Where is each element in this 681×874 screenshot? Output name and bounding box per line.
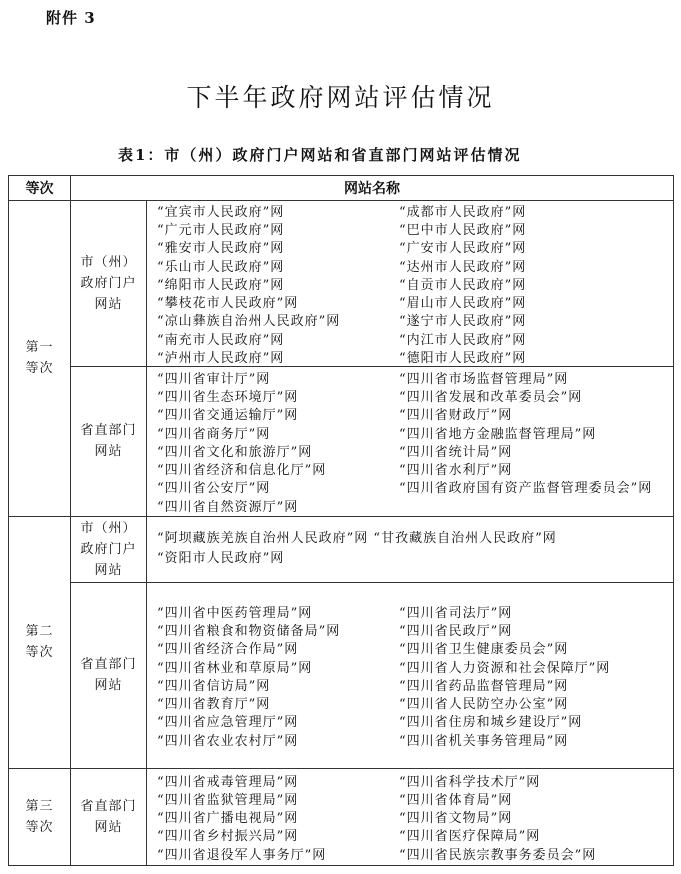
tier-cell [9, 201, 71, 517]
site-name: “南充市人民政府”网 [157, 332, 285, 348]
annex-label: 附件 3 [46, 9, 96, 27]
site-name: “四川省粮食和物资储备局”网 [157, 623, 341, 639]
site-name: “四川省监狱管理局”网 [157, 792, 299, 808]
tier-cell [9, 768, 71, 865]
site-name: “四川省民政厅”网 [399, 623, 513, 639]
site-names-cell [147, 768, 674, 865]
site-name: “四川省信访局”网 [157, 678, 271, 694]
site-name: “遂宁市人民政府”网 [399, 314, 527, 330]
site-name: “四川省科学技术厅”网 [399, 774, 541, 790]
category-cell [71, 201, 147, 367]
site-names-cell [147, 582, 674, 768]
site-name-grid [157, 201, 673, 366]
site-name: “攀枝花市人民政府”网 [157, 296, 299, 312]
site-name-line: “阿坝藏族羌族自治州人民政府”网 “甘孜藏族自治州人民政府”网 [157, 531, 557, 547]
site-name: “四川省广播电视局”网 [157, 811, 299, 827]
document-title: 下半年政府网站评估情况 [186, 83, 495, 112]
site-name: “眉山市人民政府”网 [399, 296, 527, 312]
site-name: “四川省自然资源厅”网 [157, 499, 299, 515]
table-row [9, 768, 674, 865]
category-label: 省直部门网站 [80, 798, 137, 835]
site-names-cell [147, 201, 674, 367]
site-name: “内江市人民政府”网 [399, 332, 527, 348]
site-names-cell [147, 516, 674, 582]
site-name: “四川省卫生健康委员会”网 [399, 642, 569, 658]
site-name: “四川省教育厅”网 [157, 697, 271, 713]
site-name: “四川省政府国有资产监督管理委员会”网 [399, 481, 653, 497]
site-name: “四川省统计局”网 [399, 444, 513, 460]
site-name: “四川省应急管理厅”网 [157, 715, 299, 731]
site-name: “四川省民族宗教事务委员会”网 [399, 847, 597, 863]
site-name: “四川省经济合作局”网 [157, 642, 299, 658]
site-name: “德阳市人民政府”网 [399, 351, 527, 367]
site-name: “乐山市人民政府”网 [157, 259, 285, 275]
tier-cell [9, 516, 71, 768]
site-name: “泸州市人民政府”网 [157, 351, 285, 367]
site-name: “绵阳市人民政府”网 [157, 277, 285, 293]
site-name: “巴中市人民政府”网 [399, 222, 527, 238]
site-name: “四川省乡村振兴局”网 [157, 829, 299, 845]
table-row [9, 516, 674, 582]
site-name-line: “资阳市人民政府”网 [157, 551, 285, 567]
table-row [9, 582, 674, 768]
category-label: 市（州）政府门户网站 [80, 520, 137, 578]
category-cell [71, 366, 147, 516]
site-name: “达州市人民政府”网 [399, 259, 527, 275]
site-name: “四川省公安厅”网 [157, 481, 271, 497]
site-name: “四川省水利厅”网 [399, 463, 513, 479]
category-label: 市（州）政府门户网站 [80, 254, 137, 312]
site-names-cell [147, 366, 674, 516]
site-name-grid [157, 368, 673, 514]
site-name: “广元市人民政府”网 [157, 222, 285, 238]
site-name: “四川省司法厅”网 [399, 605, 513, 621]
site-name: “四川省机关事务管理局”网 [399, 733, 569, 749]
site-name-grid [157, 771, 673, 862]
tier-label: 第三等次 [25, 798, 54, 835]
table-header-row [9, 176, 674, 201]
site-name: “广安市人民政府”网 [399, 241, 527, 257]
site-name: “四川省文物局”网 [399, 811, 513, 827]
site-name: “四川省戒毒管理局”网 [157, 774, 299, 790]
table-row [9, 366, 674, 516]
evaluation-table [8, 175, 674, 866]
site-name: “四川省交通运输厅”网 [157, 408, 299, 424]
site-name: “四川省中医药管理局”网 [157, 605, 313, 621]
site-name: “四川省生态环境厅”网 [157, 389, 299, 405]
site-name: “四川省发展和改革委员会”网 [399, 389, 583, 405]
site-name: “四川省市场监督管理局”网 [399, 371, 569, 387]
site-name-grid [157, 602, 673, 748]
header-site-name: 网站名称 [71, 176, 674, 201]
site-name: “四川省财政厅”网 [399, 408, 513, 424]
site-name: “自贡市人民政府”网 [399, 277, 527, 293]
table-row [9, 201, 674, 367]
site-name: “雅安市人民政府”网 [157, 241, 285, 257]
site-name: “四川省人力资源和社会保障厅”网 [399, 660, 611, 676]
site-name: “四川省文化和旅游厅”网 [157, 444, 313, 460]
category-cell [71, 582, 147, 768]
category-cell [71, 768, 147, 865]
site-name: “四川省医疗保障局”网 [399, 829, 541, 845]
category-label: 省直部门网站 [80, 423, 137, 460]
site-name: “四川省商务厅”网 [157, 426, 271, 442]
tier-label: 第二等次 [25, 624, 54, 661]
site-name: “四川省药品监督管理局”网 [399, 678, 569, 694]
site-name: “四川省人民防空办公室”网 [399, 697, 569, 713]
site-name: “宜宾市人民政府”网 [157, 204, 285, 220]
tier-label: 第一等次 [25, 340, 54, 377]
table-caption: 表1：市（州）政府门户网站和省直部门网站评估情况 [118, 146, 522, 164]
category-cell [71, 516, 147, 582]
site-name: “四川省地方金融监督管理局”网 [399, 426, 597, 442]
site-name: “四川省农业农村厅”网 [157, 733, 299, 749]
site-name: “四川省经济和信息化厅”网 [157, 463, 327, 479]
site-name: “凉山彝族自治州人民政府”网 [157, 314, 341, 330]
site-name: “四川省体育局”网 [399, 792, 513, 808]
site-name: “四川省审计厅”网 [157, 371, 271, 387]
header-tier: 等次 [9, 176, 71, 201]
category-label: 省直部门网站 [80, 657, 137, 694]
site-name: “四川省退役军人事务厅”网 [157, 847, 327, 863]
site-name: “成都市人民政府”网 [399, 204, 527, 220]
site-name: “四川省住房和城乡建设厅”网 [399, 715, 583, 731]
site-name: “四川省林业和草原局”网 [157, 660, 313, 676]
